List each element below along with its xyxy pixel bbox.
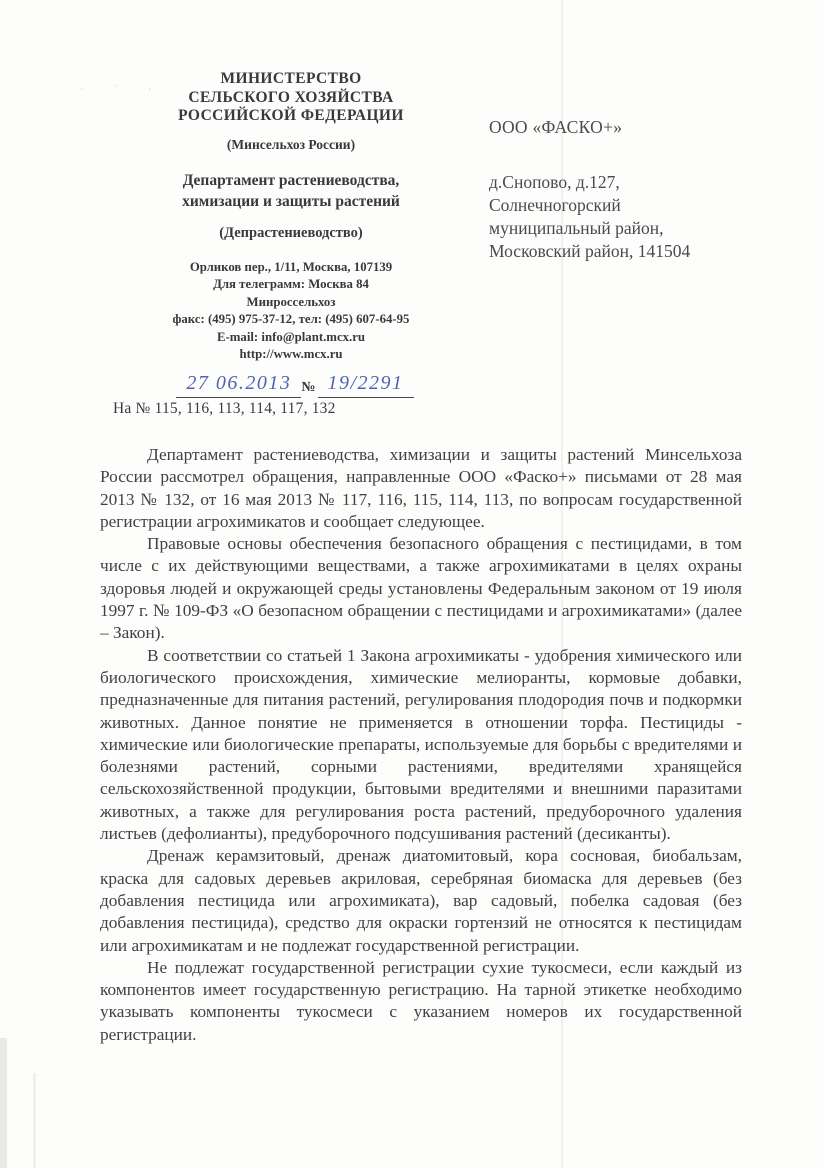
recipient-address-line: муниципальный район, [489, 218, 664, 238]
recipient-address-line: д.Снопово, д.127, [489, 172, 620, 192]
pencil-mark: ·˙· [80, 85, 182, 96]
recipient-address-line: Московский район, 141504 [489, 241, 691, 261]
letterhead [112, 70, 470, 364]
recipient-name: ООО «ФАСКО+» [489, 117, 623, 137]
letterhead-contacts [112, 259, 470, 364]
contact-telegram-name: Минроссельхоз [246, 294, 336, 309]
ministry-short-name: (Минсельхоз России) [226, 136, 356, 152]
scan-edge-artifact [33, 1073, 36, 1168]
recipient-address-line: Солнечногорский [489, 195, 621, 215]
contact-telegram: Для телеграмм: Москва 84 [213, 277, 369, 291]
body-paragraph: Правовые основы обеспечения безопасного обращения с пестицидами, в том числе с их действующими веществами, а также агрохимикатами в целях охраны здоровья людей и окружающей среды установлены Федеральным законом от 19 июля 1997 г. № 109-ФЗ «О безопасном обращении с пестицидами и агрохимикатами» (далее – Закон). [100, 534, 742, 643]
body-paragraph: Не подлежат государственной регистрации сухие тукосмеси, если каждый из компонентов имеет государственную регистрацию. На тарной этикетке необходимо указывать компоненты тукосмеси с указанием номеров их государственной регистрации. [100, 957, 742, 1044]
body-paragraph: Департамент растениеводства, химизации и защиты растений Минсельхоза России рассмотрел обращения, направленные ООО «Фаско+» письмами от 28 мая 2013 № 132, от 16 мая 2013 № 117, 116, 115, 114, 113, по вопросам государственной регистрации агрохимикатов и сообщает следующее. [100, 445, 742, 531]
number-sign: № [301, 380, 316, 395]
reference-line [130, 372, 460, 398]
recipient-block [489, 116, 799, 263]
ministry-name-line: СЕЛЬСКОГО ХОЗЯЙСТВА [188, 88, 394, 106]
contact-address: Орликов пер., 1/11, Москва, 107139 [189, 259, 393, 274]
body-paragraph: Дренаж керамзитовый, дренаж диатомитовый, кора сосновая, биобальзам, краска для садовых деревьев акриловая, серебряная биомаска для деревьев (без добавления пестицида или агрохимиката), вар садовый, побелка садовая (без добавления пестицида), средство для окраски гортензий не относятся к пестицидам или агрохимикатам и не подлежат государственной регистрации. [100, 846, 742, 955]
handwritten-date: 27 06.2013 [186, 372, 292, 394]
body-paragraph: В соответствии со статьей 1 Закона агрохимикаты - удобрения химического или биологического происхождения, химические мелиоранты, кормовые добавки, предназначенные для питания растений, регулирования плодородия почв и подкормки животных. Данное понятие не применяется в отношении торфа. Пестициды - химические или биологические препараты, используемые для борьбы с вредителями и болезнями растений, сорными растениями, вредителями хранящейся сельскохозяйственной продукции, бытовыми вредителями и внешними паразитами животных, а также для регулирования роста растений, предуборочного удаления листьев (дефолианты), предуборочного подсушивания растений (десиканты). [100, 645, 742, 844]
ministry-name-line: РОССИЙСКОЙ ФЕДЕРАЦИИ [178, 107, 404, 124]
contact-website: http://www.mcx.ru [239, 347, 343, 361]
department-name-line: Департамент растениеводства, [182, 171, 400, 189]
department-name-line: химизации и защиты растений [182, 192, 400, 210]
ministry-name-line: МИНИСТЕРСТВО [220, 70, 362, 87]
letter-body [100, 444, 742, 1046]
department-short-name: (Депрастениеводство) [219, 224, 363, 241]
contact-email: E-mail: info@plant.mcx.ru [216, 329, 366, 344]
scan-edge-artifact [0, 1038, 7, 1168]
reply-to-numbers: На № 115, 116, 113, 114, 117, 132 [113, 400, 336, 417]
handwritten-outgoing-number: 19/2291 [327, 372, 404, 394]
contact-phone-fax: факс: (495) 975-37-12, тел: (495) 607-64-95 [172, 312, 410, 326]
